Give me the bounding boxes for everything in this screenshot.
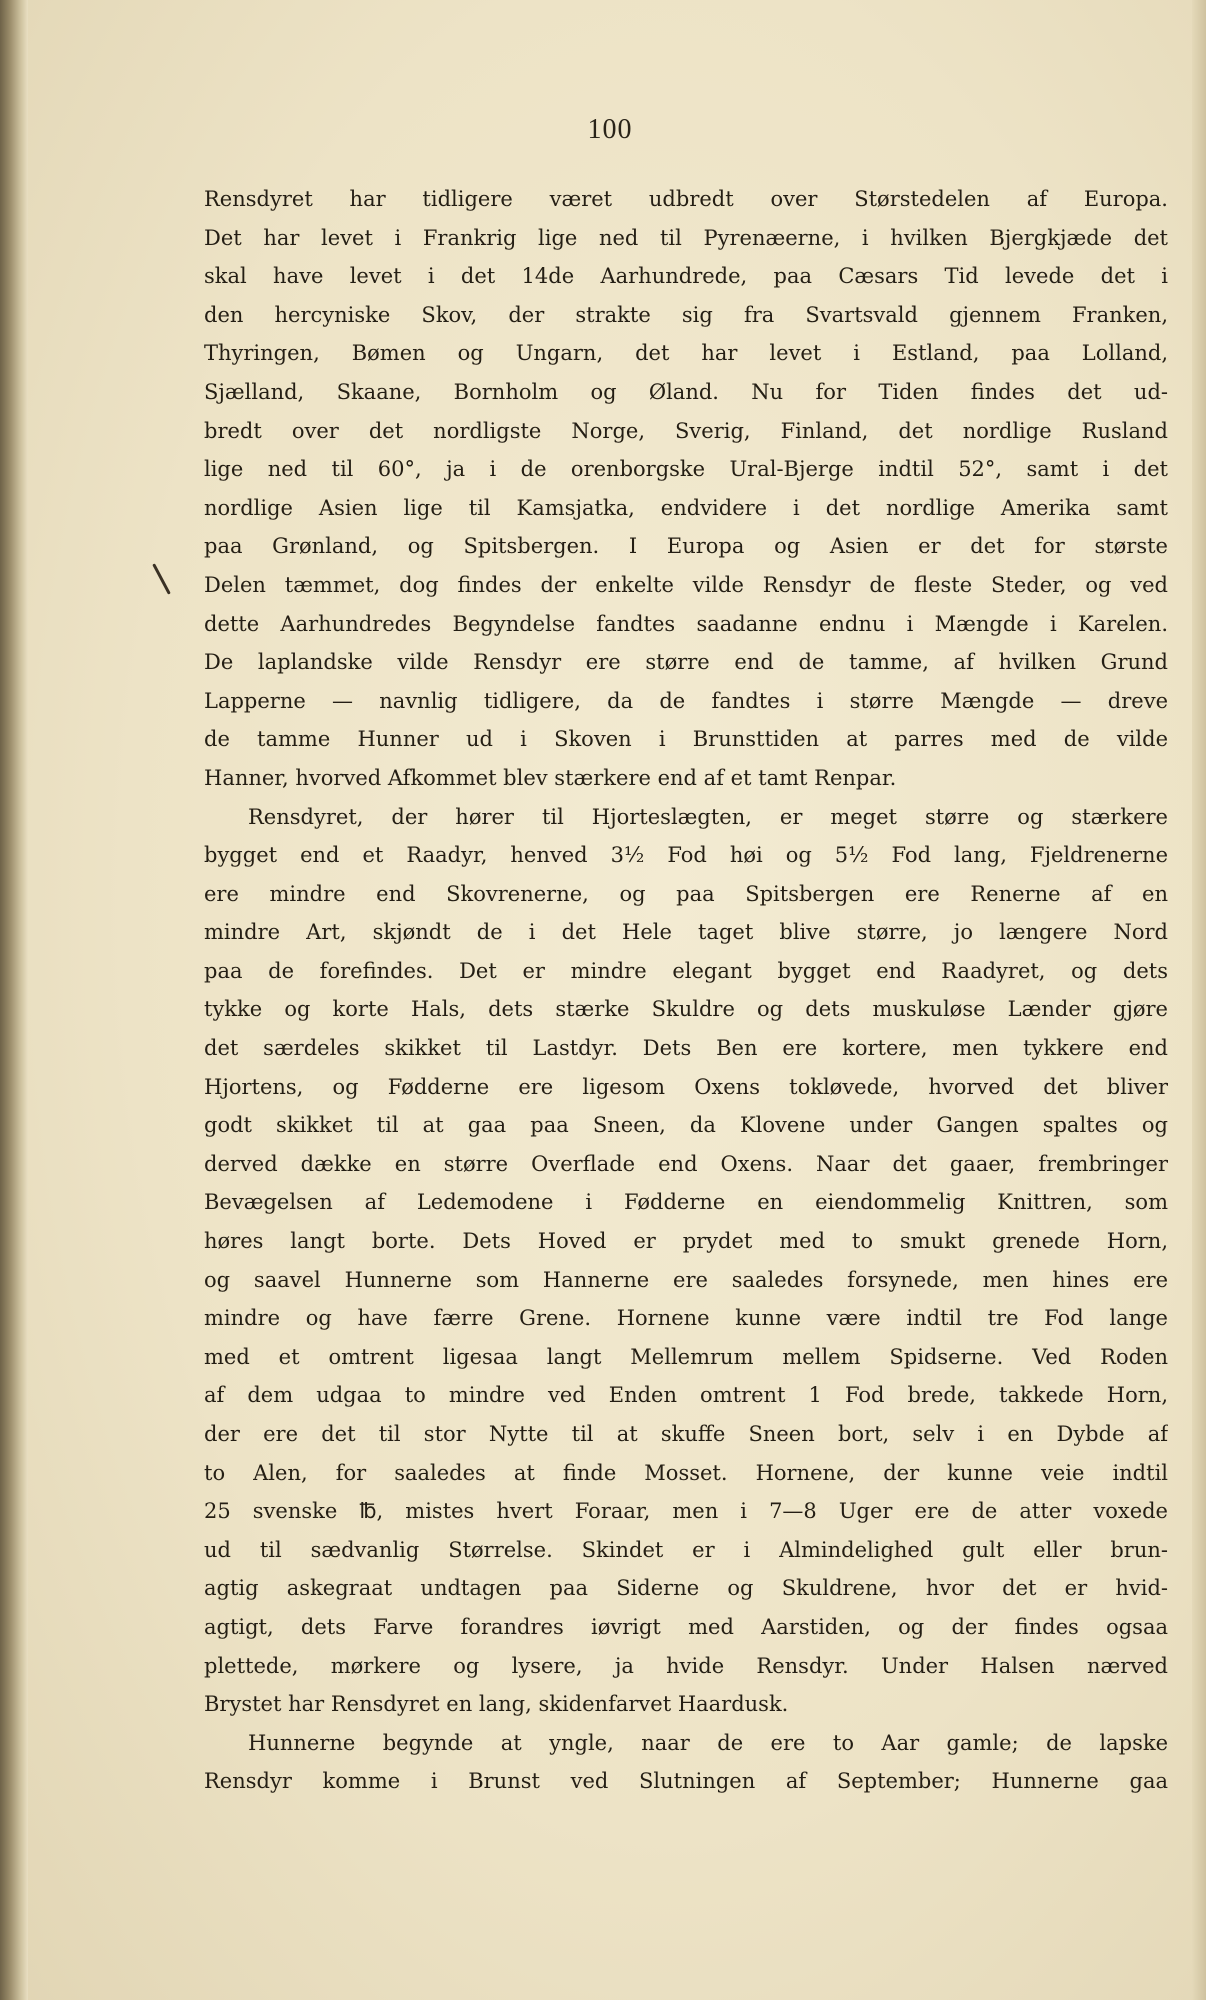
text-line: derved dække en større Overflade end Oxens. Naar det gaaer, frembringer [204, 1151, 1168, 1176]
text-line: skal have levet i det 14de Aarhundrede, paa Cæsars Tid levede det i [204, 264, 1168, 289]
text-line: De laplandske vilde Rensdyr ere større end de tamme, af hvilken Grund [204, 650, 1168, 675]
text-line: med et omtrent ligesaa langt Mellemrum mellem Spidserne. Ved Roden [204, 1344, 1168, 1369]
text-line: og saavel Hunnerne som Hannerne ere saaledes forsynede, men hines ere [204, 1267, 1168, 1292]
text-line: Det har levet i Frankrig lige ned til Pyrenæerne, i hvilken Bjergkjæde det [204, 225, 1168, 250]
text-line: paa de forefindes. Det er mindre elegant bygget end Raadyret, og dets [204, 958, 1168, 983]
text-line: nordlige Asien lige til Kamsjatka, endvidere i det nordlige Amerika samt [204, 495, 1168, 520]
text-line: Hunnerne begynde at yngle, naar de ere to Aar gamle; de lapske [248, 1730, 1168, 1755]
text-line: tykke og korte Hals, dets stærke Skuldre og dets muskuløse Lænder gjøre [204, 997, 1168, 1022]
text-line: Bevægelsen af Ledemodene i Fødderne en eiendommelig Knittren, som [204, 1190, 1168, 1215]
text-line: plettede, mørkere og lysere, ja hvide Rensdyr. Under Halsen nærved [204, 1653, 1168, 1678]
text-line: de tamme Hunner ud i Skoven i Brunsttiden at parres med de vilde [204, 727, 1168, 752]
text-line: Rensdyret har tidligere været udbredt over Størstedelen af Europa. [204, 187, 1168, 211]
text-line: det særdeles skikket til Lastdyr. Dets Ben ere kortere, men tykkere end [204, 1036, 1168, 1061]
text-line: Hanner, hvorved Afkommet blev stærkere end af et tamt Renpar. [204, 765, 897, 790]
text-line: paa Grønland, og Spitsbergen. I Europa og Asien er det for største [204, 534, 1168, 559]
text-line: den hercyniske Skov, der strakte sig fra Svartsvald gjennem Franken, [204, 302, 1168, 327]
text-line: Thyringen, Bømen og Ungarn, det har levet i Estland, paa Lolland, [204, 341, 1168, 366]
text-line: høres langt borte. Dets Hoved er prydet med to smukt grenede Horn, [204, 1229, 1168, 1254]
text-line: Rensdyret, der hører til Hjorteslægten, er meget større og stærkere [248, 804, 1168, 829]
text-line: Brystet har Rensdyret en lang, skidenfarvet Haardusk. [204, 1692, 789, 1717]
text-line: 25 svenske ℔, mistes hvert Foraar, men i 7—8 Uger ere de atter voxede [204, 1499, 1168, 1524]
text-line: lige ned til 60°, ja i de orenborgske Ural-Bjerge indtil 52°, samt i det [204, 457, 1168, 482]
text-line: agtigt, dets Farve forandres iøvrigt med Aarstiden, og der findes ogsaa [204, 1614, 1168, 1639]
text-line: ud til sædvanlig Størrelse. Skindet er i Almindelighed gult eller brun- [204, 1537, 1168, 1562]
text-line: Hjortens, og Fødderne ere ligesom Oxens tokløvede, hvorved det bliver [204, 1074, 1168, 1099]
book-binding-shadow [0, 0, 28, 2000]
text-line: Sjælland, Skaane, Bornholm og Øland. Nu for Tiden findes det ud- [204, 379, 1168, 404]
text-line: dette Aarhundredes Begyndelse fandtes saadanne endnu i Mængde i Karelen. [204, 611, 1168, 636]
book-page [28, 0, 1192, 2000]
text-line: bygget end et Raadyr, henved 3½ Fod høi og 5½ Fod lang, Fjeldrenerne [204, 843, 1168, 868]
text-line: agtig askegraat undtagen paa Siderne og Skuldrene, hvor det er hvid- [204, 1576, 1168, 1601]
text-line: der ere det til stor Nytte til at skuffe Sneen bort, selv i en Dybde af [204, 1422, 1168, 1446]
text-line: Rensdyr komme i Brunst ved Slutningen af September; Hunnerne gaa [204, 1769, 1168, 1794]
text-line: Delen tæmmet, dog findes der enkelte vilde Rensdyr de fleste Steder, og ved [204, 572, 1168, 597]
page-edge-shadow [1192, 0, 1206, 2000]
text-line: mindre og have færre Grene. Hornene kunne være indtil tre Fod lange [204, 1306, 1168, 1331]
text-line: af dem udgaa to mindre ved Enden omtrent 1 Fod brede, takkede Horn, [204, 1383, 1168, 1408]
text-line: bredt over det nordligste Norge, Sverig, Finland, det nordlige Rusland [204, 418, 1168, 443]
text-line: Lapperne — navnlig tidligere, da de fandtes i større Mængde — dreve [204, 688, 1168, 713]
text-line: ere mindre end Skovrenerne, og paa Spitsbergen ere Renerne af en [204, 881, 1168, 906]
text-line: mindre Art, skjøndt de i det Hele taget blive større, jo længere Nord [204, 920, 1168, 945]
body-text [204, 180, 1168, 1801]
text-line: to Alen, for saaledes at finde Mosset. Hornene, der kunne veie indtil [204, 1460, 1168, 1485]
text-line: godt skikket til at gaa paa Sneen, da Klovene under Gangen spaltes og [204, 1113, 1168, 1138]
page-number: 100 [587, 114, 633, 145]
